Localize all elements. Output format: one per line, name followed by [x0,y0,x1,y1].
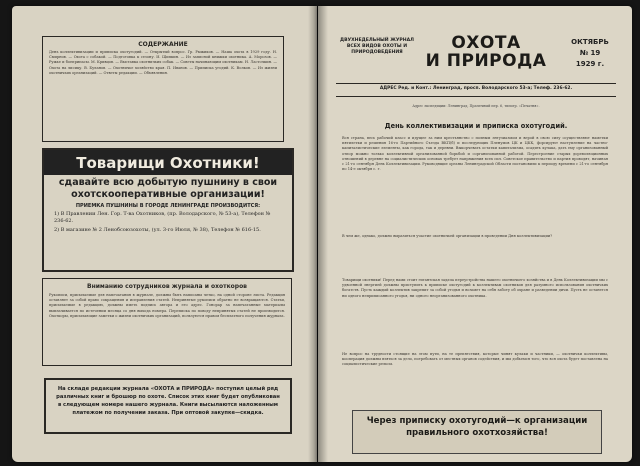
masthead-title [416,34,556,70]
books-notice [44,378,292,434]
ad-body: сдавайте всю добытую пушнину в свои охотскооперативные организации! [58,177,278,200]
issue-number: № 19 [579,49,601,57]
contributors-notice [42,278,292,366]
right-page [318,6,632,462]
masthead-subtitle: ДВУХНЕДЕЛЬНЫЙ ЖУРНАЛ ВСЕХ ВИДОВ ОХОТЫ И ПРИРОДОВЕДЕНИЯ [339,38,414,55]
toc-heading: СОДЕРЖАНИЕ [138,41,188,48]
masthead-title-line-2: И ПРИРОДА [425,51,547,71]
article-paragraph-3: Товарищи охотники! Перед нами стоит гигантская задача переустройства нашего охотничьего хозяйства и в День Коллективизации мы с удвоенной энергией должны приступить к приписке охотугодий к коллективам охотников для разумного использования охотничьих богатств. Пусть каждый коллектив закрепит за собой угодья и возьмет на себя заботу об охране и разведении дичи. Пусть не останется ни одного неприписанного угодья, ни одного неорганизованного охотника. [342,278,608,298]
article-paragraph-4: Не вопрос на трудности стоящие на этом пути, на те препятствия, которые чинят кулаки и частники, — охотничьи коллективы, кооперация должны взяться за дело, потребовать от местных органов содействия, и мы добьемся того, что вся охота будет поставлена на социалистические рельсы. [342,352,608,367]
notice-text: Рукописи, присылаемые для напечатания в журнале, должны быть написаны четко, на одной стороне листа. Редакция оставляет за собой право сокращения и исправления статей. Непринятые рукописи обратно не возвращаются. Статьи, присылаемые в редакцию, должны иметь подпись автора и его адрес. Гонорар за напечатанные материалы выплачивается по истечении месяца со дня выхода номера. Переписка по поводу непринятых статей не производится. Охоткоры, присылающие заметки о жизни охотничьих организаций, пользуются правом бесплатного получения журнала. [49,293,285,318]
toc-text: День коллективизации и приписка охотугодий. — Открытый вопрос. Гр. Рыжиков. — Наша охота в 1929 году. Н. Смирнов. — Охота с собакой. — Подготовка к сезону. И. Щипкин. — Из записной книжки охотника. А. Морозов. — Ружье и боеприпасы. М. Кривцов. — Выставка охотничьих собак. — Советы начинающим охотникам. Н. Ласточкин. — Охота на лисицу. В. Буланов. — Охотничье хозяйство края. П. Иванов. — Приписка угодий. К. Волков. — Из жизни охотничьих организаций. — Ответы редакции. — Объявления. [49,50,277,75]
books-notice-text: На складе редакции журнала «ОХОТА и ПРИРОДА» поступил целый ряд различных книг и брошюр по охоте. Список этих книг будет опубликован в следующем номере нашего журнала. Книги высылаются наложенным платежом по получении заказа. При оптовой закупке—скидка. [56,386,280,416]
ad-item-2: 2) В магазине № 2 Ленобсоюзохоты, (ул. 3-го Июля, № 38), Телефон № 616-15. [54,227,261,233]
page-gutter [308,6,328,462]
ad-headline: Товарищи Охотники! [44,150,292,175]
article-title: День коллективизации и приписка охотугодий. [384,122,568,130]
masthead-rule-top [336,83,616,84]
fur-ad [42,148,294,272]
table-of-contents [42,36,284,142]
ad-subhead: ПРИЕМКА ПУШНИНЫ В ГОРОДЕ ЛЕНИНГРАДЕ ПРОИЗВОДИТСЯ: [75,203,261,209]
ad-item-1: 1) В Правлении Лен. Гор. Т-ва Охотников, (пр. Володарского, № 53-а), Телефон № 236-62. [54,211,271,224]
slogan-box: Через приписку охотугодий—к организации правильного охотхозяйства! [352,410,602,454]
masthead-rule-bottom [336,96,616,97]
printer-line: Адрес экспедиции: Ленинград, Прачечный пер. 6, типогр. «Печатня». [412,104,540,108]
left-page [12,6,317,462]
magazine-spread [12,6,632,462]
issue-info [562,37,618,70]
issue-month: ОКТЯБРЬ [571,38,609,46]
issue-year: 1929 г. [575,60,605,68]
masthead-title-line-1: ОХОТА [451,33,521,53]
masthead [336,34,614,84]
article-paragraph-1: Вся страна, весь рабочий класс и идущее за ним крестьянство с полным энтузиазмом и верой в свою силу осуществляют наметки пятилетки и решения 16-го Партийного Съезда ВКП(б) и последующих Пленумов ЦК и ЦКК, форсируют наступление на частно-капиталистические элементы, как города, так и деревни. Выкорчевать остатки капитализма, осадить кулака, дать ему организованный отпор можно только коллективной организованной борьбой и сорганизованной работой. Перестроение старых дореволюционных отношений в деревне на социалистических основах требует напряжения всех сил. Советское правительство и партия проводят, начиная с 21-го сентября День Коллективизации. Руководящие органы Ленинградской Области постановили к периоду времени с 21-го сентября по 14-е октября с. г. [342,136,608,172]
article-paragraph-2: В чем же, однако, должно выразиться участие охотничьей организации в проведении Дня коллективизации? [342,234,553,238]
notice-heading: Вниманию сотрудников журнала и охоткоров [87,283,247,290]
editorial-address: АДРЕС Ред. и Конт.: Ленинград, просп. Володарского 53-а; Телеф. 236-62. [379,86,573,91]
